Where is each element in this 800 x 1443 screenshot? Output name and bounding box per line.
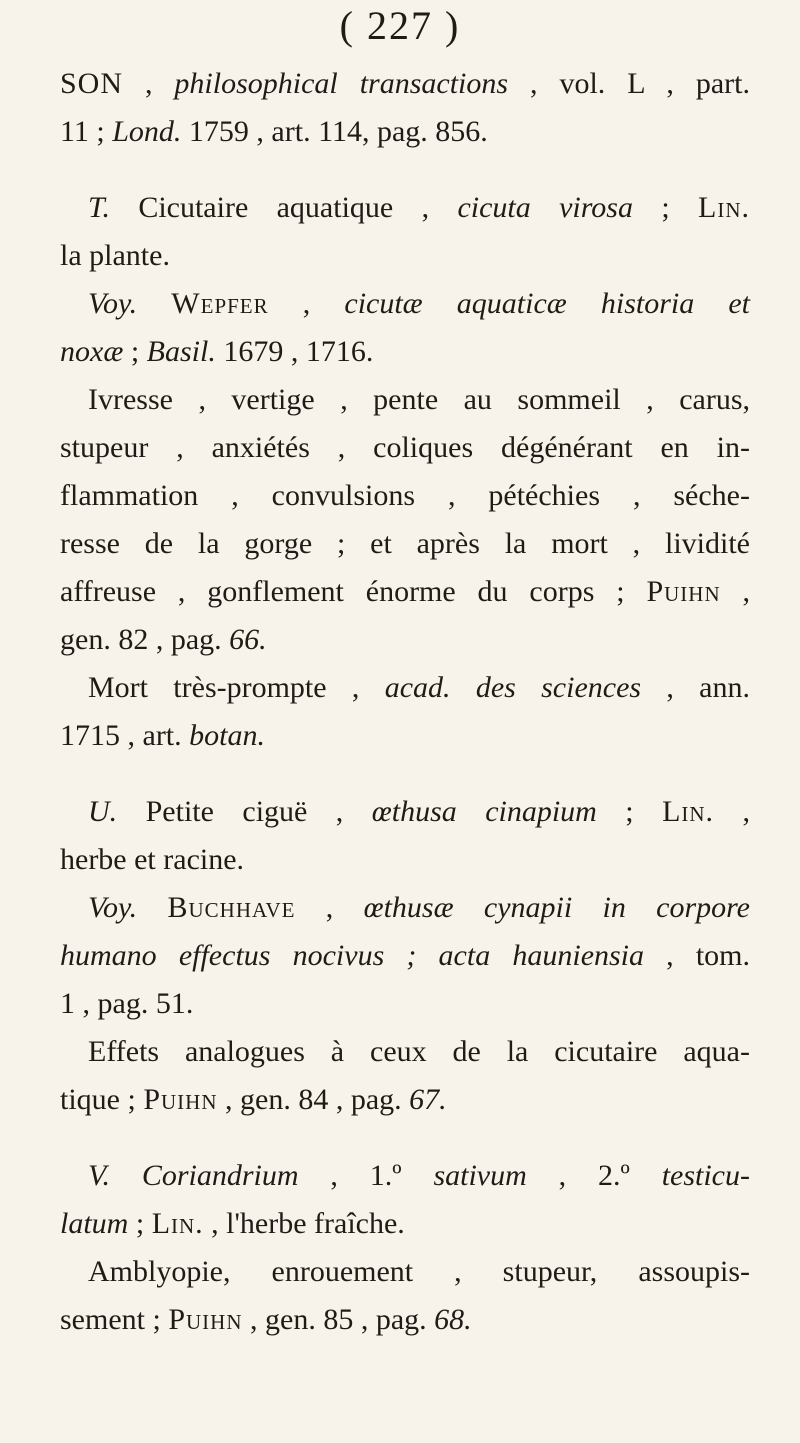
text-line xyxy=(60,1200,750,1248)
text-line xyxy=(60,1076,750,1124)
text-segment xyxy=(137,287,171,320)
text-segment: U. xyxy=(88,795,118,828)
text-line xyxy=(60,1152,750,1200)
text-segment: Lin. xyxy=(662,795,715,828)
text-segment: Wepfer xyxy=(171,287,269,320)
text-line xyxy=(60,884,750,932)
text-segment: humano effectus nocivus ; acta hauniensia xyxy=(60,939,645,972)
text-segment: Amblyopie, enrouement , stupeur, assoupis- xyxy=(88,1255,750,1288)
text-line xyxy=(60,232,750,280)
text-segment: Voy. xyxy=(88,891,138,924)
text-line xyxy=(60,424,750,472)
text-line xyxy=(60,472,750,520)
text-segment: ; xyxy=(632,191,699,224)
text-segment: affreuse , gonflement énorme du corps ; xyxy=(60,575,647,608)
text-line xyxy=(60,520,750,568)
text-segment: tique ; xyxy=(60,1083,144,1116)
text-segment: noxæ xyxy=(60,335,124,368)
text-segment: Puihn xyxy=(143,1083,218,1116)
text-segment: Buchhave xyxy=(167,891,296,924)
text-segment: flammation , convulsions , pétéchies , séche- xyxy=(60,479,750,512)
text-segment: , xyxy=(268,287,345,320)
text-segment: la plante. xyxy=(60,239,170,272)
text-segment: cicutæ aquaticæ historia et xyxy=(344,287,751,320)
text-segment: Lond. xyxy=(112,115,182,148)
text-line xyxy=(60,616,750,664)
text-line xyxy=(60,1028,750,1076)
text-segment: sement ; xyxy=(60,1303,169,1336)
text-segment: herbe et racine. xyxy=(60,843,245,876)
text-line xyxy=(60,376,750,424)
text-line xyxy=(60,1296,750,1344)
text-segment: Mort très-prompte , xyxy=(88,671,385,704)
text-segment: Lin. xyxy=(698,191,751,224)
text-segment: Petite ciguë , xyxy=(117,795,372,828)
text-segment: 67. xyxy=(409,1083,447,1116)
text-segment: , xyxy=(123,67,175,100)
text-segment: sativum xyxy=(433,1159,527,1192)
text-segment: cicuta virosa xyxy=(457,191,633,224)
text-segment: Lin. xyxy=(151,1207,204,1240)
text-segment: Puihn xyxy=(646,575,721,608)
text-segment: Puihn xyxy=(168,1303,243,1336)
text-segment: latum xyxy=(60,1207,129,1240)
text-segment: SON xyxy=(60,67,124,100)
text-line xyxy=(60,836,750,884)
text-segment: botan. xyxy=(189,719,265,752)
text-segment: 1 , pag. 51. xyxy=(60,987,194,1020)
text-segment: resse de la gorge ; et après la mort , lividité xyxy=(60,527,750,560)
text-segment: Effets analogues à ceux de la cicutaire aqua- xyxy=(88,1035,750,1068)
text-segment: philosophical transactions xyxy=(174,67,509,100)
text-segment: V. xyxy=(88,1159,110,1192)
text-segment: acad. des sciences xyxy=(384,671,642,704)
text-segment: 66. xyxy=(229,623,267,656)
text-segment: stupeur , anxiétés , coliques dégénérant en in- xyxy=(60,431,750,464)
text-segment: T. xyxy=(88,191,110,224)
text-segment: , gen. 84 , pag. xyxy=(217,1083,410,1116)
text-line xyxy=(60,184,750,232)
text-line xyxy=(60,1248,750,1296)
text-line xyxy=(60,60,750,108)
text-line xyxy=(60,980,750,1028)
text-segment: 1759 , art. 114, pag. 856. xyxy=(181,115,488,148)
text-segment: 1715 , art. xyxy=(60,719,190,752)
text-segment: œthusæ cynapii in corpore xyxy=(363,891,751,924)
text-line xyxy=(60,108,750,156)
text-segment: , ann. xyxy=(641,671,750,704)
text-line xyxy=(60,712,750,760)
page-number: ( 227 ) xyxy=(339,3,461,48)
text-line xyxy=(60,664,750,712)
text-line xyxy=(60,788,750,836)
text-line xyxy=(60,932,750,980)
text-segment: gen. 82 , pag. xyxy=(60,623,230,656)
text-segment: Cicutaire aquatique , xyxy=(109,191,458,224)
text-segment: , vol. L , part. xyxy=(508,67,751,100)
text-segment xyxy=(137,891,167,924)
text-segment: Ivresse , vertige , pente au sommeil , carus, xyxy=(88,383,750,416)
text-segment: Voy. xyxy=(88,287,138,320)
text-segment: 1679 , 1716. xyxy=(215,335,374,368)
text-segment: , l'herbe fraîche. xyxy=(203,1207,405,1240)
text-segment: ; xyxy=(128,1207,152,1240)
text-segment xyxy=(110,1159,142,1192)
text-segment: , 1.º xyxy=(298,1159,434,1192)
text-segment: ; xyxy=(123,335,147,368)
text-segment: , xyxy=(295,891,364,924)
text-segment: , xyxy=(714,795,751,828)
text-segment: , 2.º xyxy=(526,1159,662,1192)
text-segment: , gen. 85 , pag. xyxy=(242,1303,435,1336)
text-line xyxy=(60,280,750,328)
text-segment: œthusa cinapium xyxy=(371,795,597,828)
text-segment: 11 ; xyxy=(60,115,113,148)
text-segment: 68. xyxy=(434,1303,472,1336)
text-segment: Coriandrium xyxy=(141,1159,299,1192)
text-line xyxy=(60,328,750,376)
text-segment: ; xyxy=(596,795,663,828)
text-segment: testicu- xyxy=(661,1159,750,1192)
page-text xyxy=(60,60,750,1344)
text-segment: , tom. xyxy=(644,939,750,972)
text-segment: , xyxy=(720,575,750,608)
text-segment: Basil. xyxy=(146,335,216,368)
text-line xyxy=(60,568,750,616)
